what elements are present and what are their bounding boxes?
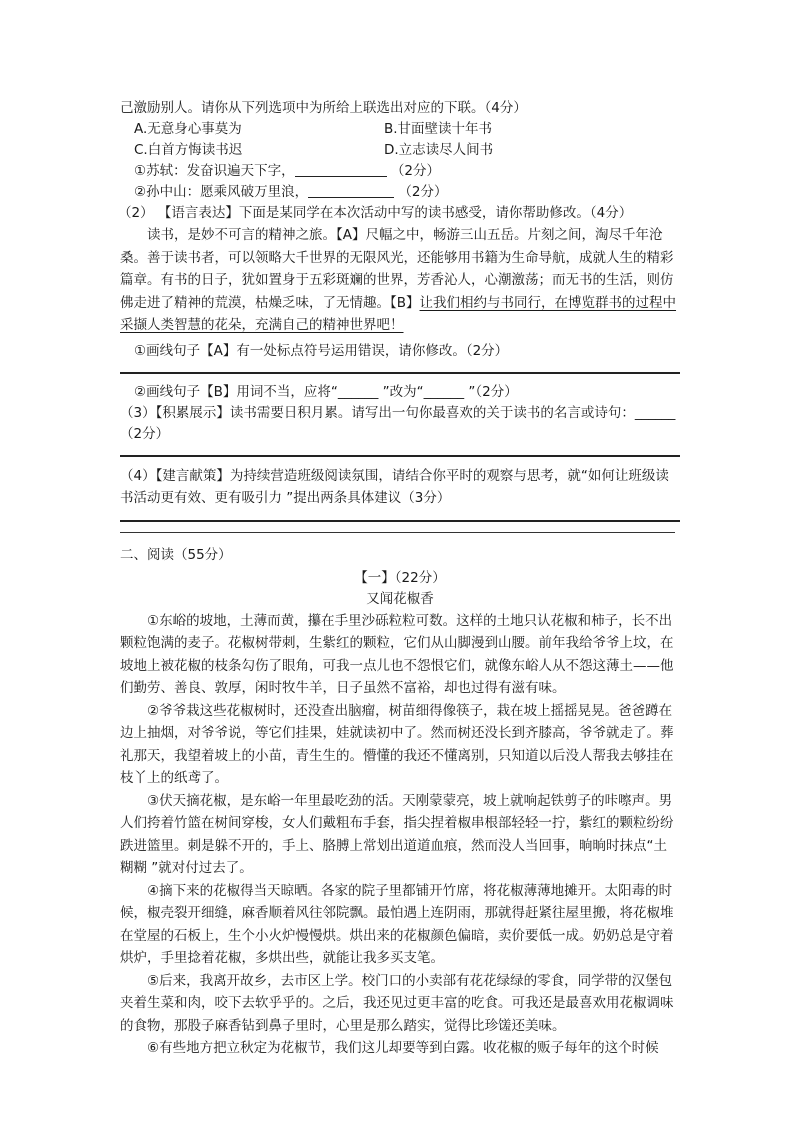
- question-2-passage: [120, 224, 680, 337]
- article-paragraph-1: ①东峪的坡地，土薄而黄，攥在手里沙砾粒粒可数。这样的土地只认花椒和柿子，长不出颗粒饱满的麦子。花椒树带刺，生紫红的颗粒，它们从山脚漫到山腰。前年我给爷爷上坟，在坡地上被花椒的枝条勾伤了眼角，可我一点儿也不怨恨它们，就像东峪人从不怨这薄土——他们勤劳、善良、敦厚，闲时牧牛羊，日子虽然不富裕，却也过得有滋有味。: [120, 612, 674, 696]
- couplet-su-shi: [120, 161, 680, 182]
- couplet-sun-zhongshan: [120, 182, 680, 203]
- exam-page: [120, 98, 680, 1060]
- article-paragraph-2: ②爷爷栽这些花椒树时，还没查出脑瘤，树苗细得像筷子，栽在坡上摇摇晃晃。爸爸蹲在边上抽烟，对爷爷说，等它们挂果，娃就读初中了。然而树还没长到齐膝高，爷爷就走了。葬礼那天，我望着坡上的小苗，青生生的。懵懂的我还不懂离别，只知道以后没人帮我去够挂在枝丫上的纸鸢了。: [120, 702, 674, 786]
- answer-line: [120, 532, 675, 533]
- sentence-b-underlined: 让我们相约与书同行，在博览群书的过程中采撷人类智慧的花朵，充满自己的精神世界吧！: [120, 294, 677, 333]
- article-paragraph-4: ④摘下来的花椒得当天晾晒。各家的院子里都铺开竹席，将花椒薄薄地摊开。太阳毒的时候，椒壳裂开细缝，麻香顺着风往邻院飘。最怕遇上连阴雨，那就得赶紧往屋里搬，将花椒堆在堂屋的石板上，生个小火炉慢慢烘。烘出来的花椒颜色偏暗，卖价要低一成。奶奶总是守着烘炉，手里捻着花椒，多烘出些，就能让我多买支笔。: [120, 882, 674, 966]
- couplet-sun-text: ②孙中山：愿乘风破万里浪，: [134, 184, 309, 200]
- passage-text: 读书，是妙不可言的精神之旅。【A】尺幅之中，畅游三山五岳。片刻之间，淘尽千年沧桑。善于读书者，可以领略大千世界的无限风光，还能够用书籍为生命导航，成就人生的精彩篇章。有书的日子，犹如置身于五彩斑斓的世界，芳香沁人，心潮激荡；而无书的生活，则仿佛走进了精神的荒漠，枯燥乏味，了无情趣。【B】: [120, 227, 674, 311]
- answer-blank: [295, 162, 387, 177]
- option-b: B.甘面壁读十年书: [384, 121, 493, 137]
- answer-line: [120, 520, 680, 522]
- option-c: C.白首方悔读书迟: [134, 142, 243, 158]
- answer-blank: [308, 183, 394, 198]
- answer-line: [120, 372, 680, 374]
- question-2-sub-1: ①画线句子【A】有一处标点符号运用错误，请你修改。（2分）: [134, 342, 509, 359]
- option-d: D.立志读尽人间书: [384, 142, 494, 158]
- article-title: 又闻花椒香: [366, 590, 434, 607]
- option-grid: [120, 119, 680, 161]
- article-paragraph-6: ⑥有些地方把立秋定为花椒节，我们这儿却要等到白露。收花椒的贩子每年的这个时候: [147, 1040, 659, 1056]
- article-paragraph-3: ③伏天摘花椒，是东峪一年里最吃劲的活。天刚蒙蒙亮，坡上就响起铁剪子的咔嚓声。男人们挎着竹篮在树间穿梭，女人们戴粗布手套，指尖捏着椒串根部轻轻一拧，紫红的颗粒纷纷跌进篮里。刺是躲不开的，手上、胳膊上常划出道道血痕，然而没人当回事，晌晌时抹点“土糊糊 ”就对付过去了。: [120, 792, 674, 876]
- answer-line: [120, 455, 680, 457]
- article-paragraph-5: ⑤后来，我离开故乡，去市区上学。校门口的小卖部有花花绿绿的零食，同学带的汉堡包夹着生菜和肉，咬下去软乎乎的。之后，我还见过更丰富的吃食。可我还是最喜欢用花椒调味的食物，那股子麻香钻到鼻子里时，心里是那么踏实，觉得比珍馐还美味。: [120, 972, 674, 1034]
- part-1-heading: 【一】（22分）: [354, 569, 446, 586]
- question-3-score: （2分）: [120, 425, 170, 442]
- couplet-su-shi-text: ①苏轼：发奋识遍天下字，: [134, 163, 295, 179]
- question-2-heading: （2） 【语言表达】下面是某同学在本次活动中写的读书感受，请你帮助修改。（4分）: [118, 205, 633, 221]
- question-2-sub-2: ②画线句子【B】用词不当，应将“______ ”改为“______ ”（2分）: [134, 383, 518, 400]
- question-4: （4）【建言献策】为持续营造班级阅读氛围，请结合你平时的观察与思考，就“如何让班级读书活动更有效、更有吸引力 ”提出两条具体建议（3分）: [120, 467, 669, 506]
- couplet-su-shi-score: （2分）: [390, 163, 440, 179]
- option-a: A.无意身心事莫为: [134, 121, 242, 137]
- couplet-sun-score: （2分）: [398, 184, 448, 200]
- question-3: （3）【积累展示】读书需要日积月累。请写出一句你最喜欢的关于读书的名言或诗句：______: [120, 404, 676, 421]
- section-2-heading: 二、阅读（55分）: [120, 546, 232, 563]
- question-intro: 己激励别人。请你从下列选项中为所给上联选出对应的下联。（4分）: [120, 100, 527, 116]
